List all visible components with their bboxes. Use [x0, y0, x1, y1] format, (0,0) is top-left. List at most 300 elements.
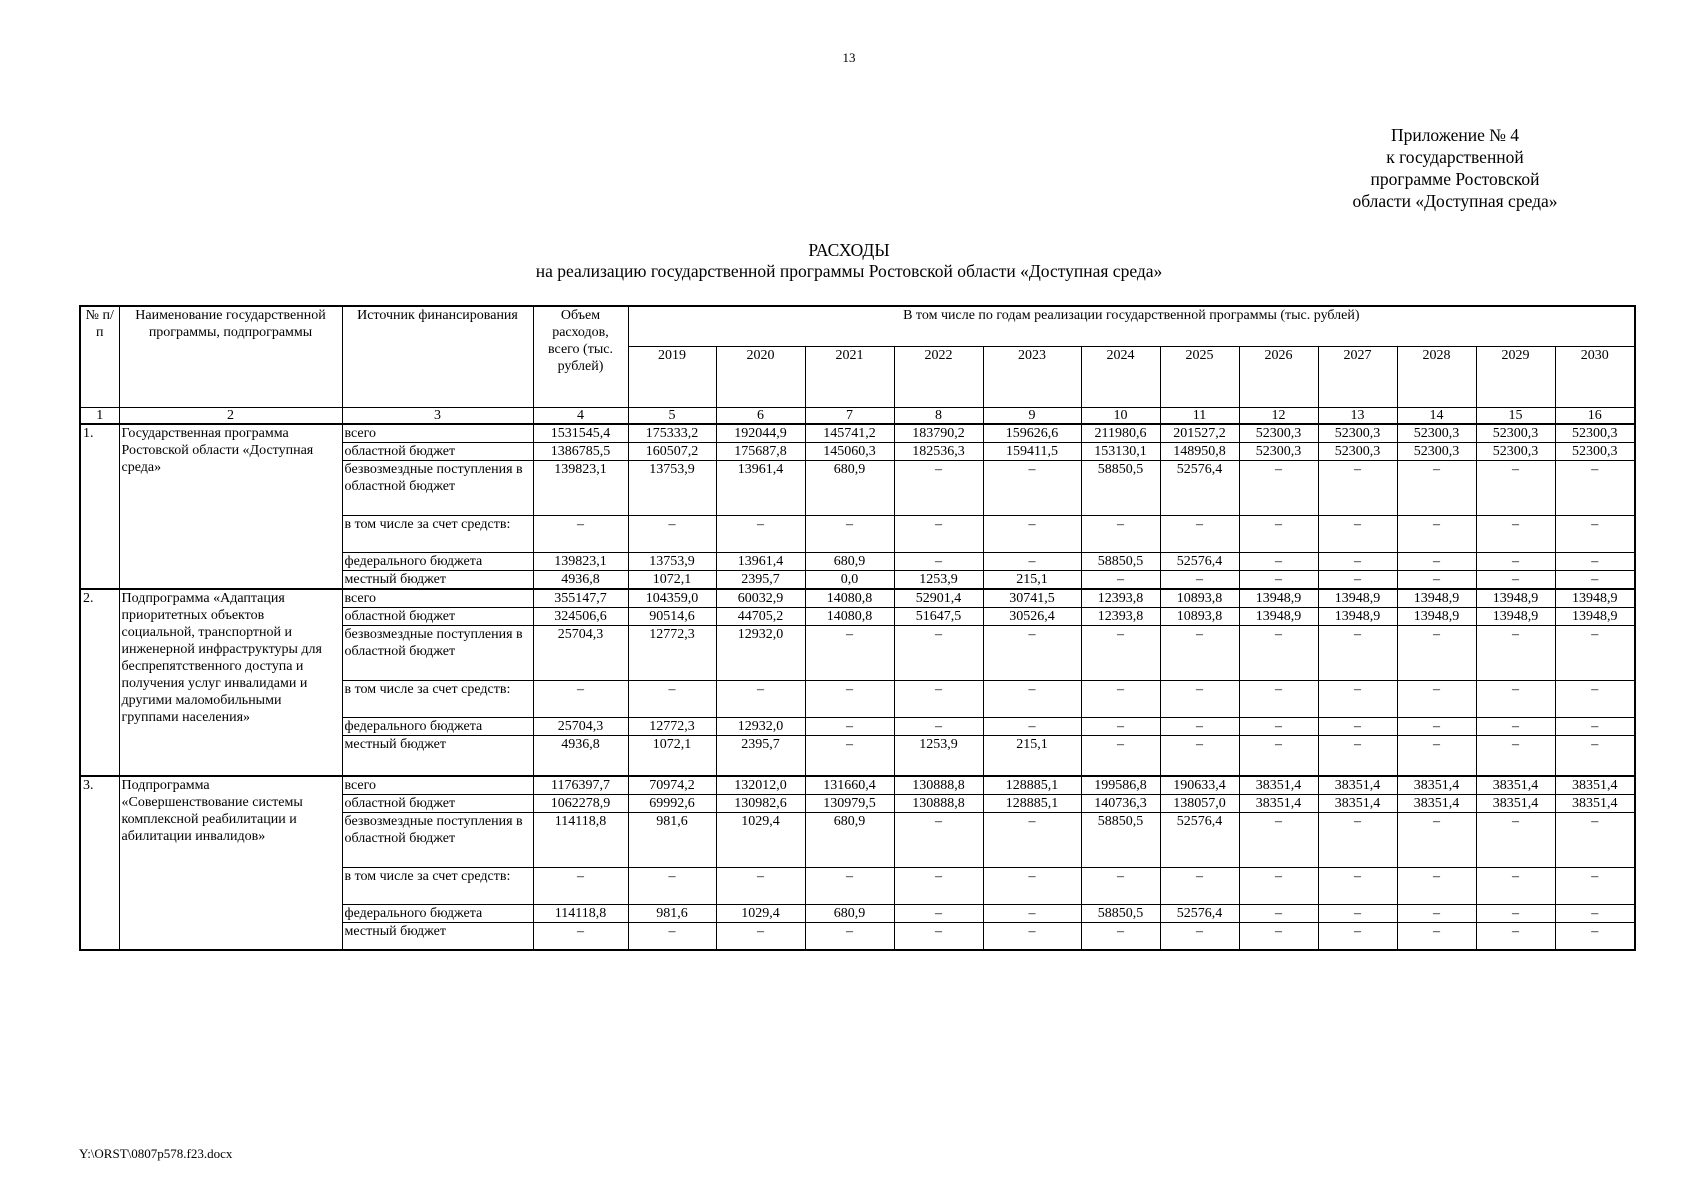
total-amount-cell: 1062278,9 — [533, 794, 628, 812]
year-amount-cell: 14080,8 — [805, 608, 894, 626]
year-amount-cell: 981,6 — [628, 904, 716, 922]
year-amount-cell: – — [1239, 904, 1318, 922]
year-amount-cell: – — [1318, 922, 1397, 950]
year-amount-cell: – — [894, 515, 983, 552]
year-amount-cell: 13948,9 — [1476, 589, 1555, 608]
year-amount-cell: 680,9 — [805, 904, 894, 922]
total-amount-cell: 355147,7 — [533, 589, 628, 608]
year-amount-cell: 130888,8 — [894, 776, 983, 795]
year-amount-cell: 52300,3 — [1397, 424, 1476, 443]
year-amount-cell: – — [628, 515, 716, 552]
year-amount-cell: 38351,4 — [1476, 794, 1555, 812]
year-amount-cell: 680,9 — [805, 460, 894, 515]
year-amount-cell: – — [1397, 515, 1476, 552]
year-amount-cell: – — [1318, 718, 1397, 736]
year-amount-cell: – — [1239, 812, 1318, 867]
year-amount-cell: 13753,9 — [628, 552, 716, 570]
year-amount-cell: 58850,5 — [1081, 552, 1160, 570]
year-amount-cell: – — [1555, 718, 1635, 736]
year-amount-cell: – — [805, 867, 894, 904]
year-amount-cell: – — [1239, 570, 1318, 589]
year-amount-cell: – — [1160, 718, 1239, 736]
year-amount-cell: – — [716, 922, 805, 950]
header-year: 2024 — [1081, 346, 1160, 407]
program-name: Подпрограмма «Адаптация приоритетных объектов социальной, транспортной и инженерной инфраструктуры для беспрепятственного доступа и получения услуг инвалидами и другими маломобильными группами населения» — [119, 589, 342, 776]
program-group — [80, 589, 1635, 776]
year-amount-cell: 2395,7 — [716, 736, 805, 776]
year-amount-cell: 52300,3 — [1476, 442, 1555, 460]
appendix-line: области «Доступная среда» — [1352, 191, 1558, 211]
funding-source: безвозмездные поступления в областной бюджет — [342, 626, 533, 681]
table-row — [80, 424, 1635, 443]
column-index-cell: 11 — [1160, 407, 1239, 424]
funding-source: в том числе за счет средств: — [342, 681, 533, 718]
header-year: 2022 — [894, 346, 983, 407]
expenses-table — [79, 305, 1636, 951]
year-amount-cell: – — [1476, 681, 1555, 718]
funding-source: всего — [342, 424, 533, 443]
year-amount-cell: 131660,4 — [805, 776, 894, 795]
header-num: № п/п — [80, 306, 119, 407]
header-year: 2028 — [1397, 346, 1476, 407]
year-amount-cell: – — [1476, 736, 1555, 776]
header-source: Источник финансирования — [342, 306, 533, 407]
year-amount-cell: – — [1160, 867, 1239, 904]
year-amount-cell: 183790,2 — [894, 424, 983, 443]
program-group — [80, 424, 1635, 590]
year-amount-cell: 12772,3 — [628, 718, 716, 736]
year-amount-cell: – — [805, 736, 894, 776]
column-index-cell: 12 — [1239, 407, 1318, 424]
year-amount-cell: 130982,6 — [716, 794, 805, 812]
year-amount-cell: 52576,4 — [1160, 552, 1239, 570]
year-amount-cell: – — [1318, 736, 1397, 776]
total-amount-cell: 4936,8 — [533, 736, 628, 776]
appendix-block — [1320, 124, 1590, 212]
funding-source: всего — [342, 589, 533, 608]
year-amount-cell: – — [1160, 515, 1239, 552]
total-amount-cell: 1386785,5 — [533, 442, 628, 460]
year-amount-cell: 38351,4 — [1239, 776, 1318, 795]
year-amount-cell: – — [983, 922, 1081, 950]
year-amount-cell: – — [894, 552, 983, 570]
total-amount-cell: 324506,6 — [533, 608, 628, 626]
year-amount-cell: 138057,0 — [1160, 794, 1239, 812]
table-row — [80, 776, 1635, 795]
year-amount-cell: 1253,9 — [894, 570, 983, 589]
year-amount-cell: 153130,1 — [1081, 442, 1160, 460]
total-amount-cell: 114118,8 — [533, 904, 628, 922]
year-amount-cell: 145741,2 — [805, 424, 894, 443]
year-amount-cell: – — [983, 626, 1081, 681]
year-amount-cell: – — [1555, 681, 1635, 718]
appendix-line: к государственной — [1386, 147, 1524, 167]
year-amount-cell: – — [1555, 515, 1635, 552]
year-amount-cell: 13948,9 — [1318, 589, 1397, 608]
year-amount-cell: 201527,2 — [1160, 424, 1239, 443]
year-amount-cell: – — [1397, 867, 1476, 904]
year-amount-cell: – — [1476, 904, 1555, 922]
year-amount-cell: 12772,3 — [628, 626, 716, 681]
year-amount-cell: 38351,4 — [1555, 776, 1635, 795]
year-amount-cell: 13948,9 — [1397, 589, 1476, 608]
header-years-group: В том числе по годам реализации государственной программы (тыс. рублей) — [628, 306, 1635, 346]
program-name: Подпрограмма «Совершенствование системы комплексной реабилитации и абилитации инвалидов» — [119, 776, 342, 951]
year-amount-cell: – — [894, 867, 983, 904]
year-amount-cell: 58850,5 — [1081, 460, 1160, 515]
column-index-cell: 1 — [80, 407, 119, 424]
year-amount-cell: – — [1239, 552, 1318, 570]
year-amount-cell: 140736,3 — [1081, 794, 1160, 812]
year-amount-cell: – — [1318, 626, 1397, 681]
year-amount-cell: 159626,6 — [983, 424, 1081, 443]
year-amount-cell: 148950,8 — [1160, 442, 1239, 460]
year-amount-cell: 13961,4 — [716, 552, 805, 570]
year-amount-cell: 58850,5 — [1081, 904, 1160, 922]
year-amount-cell: – — [1239, 515, 1318, 552]
year-amount-cell: – — [805, 515, 894, 552]
year-amount-cell: 13948,9 — [1476, 608, 1555, 626]
year-amount-cell: 680,9 — [805, 552, 894, 570]
year-amount-cell: – — [1555, 552, 1635, 570]
column-index-cell: 6 — [716, 407, 805, 424]
year-amount-cell: 13948,9 — [1318, 608, 1397, 626]
year-amount-cell: – — [1397, 552, 1476, 570]
year-amount-cell: 130888,8 — [894, 794, 983, 812]
year-amount-cell: – — [1081, 736, 1160, 776]
total-amount-cell: – — [533, 867, 628, 904]
funding-source: в том числе за счет средств: — [342, 515, 533, 552]
year-amount-cell: 38351,4 — [1555, 794, 1635, 812]
year-amount-cell: – — [716, 681, 805, 718]
year-amount-cell: – — [1318, 867, 1397, 904]
year-amount-cell: 44705,2 — [716, 608, 805, 626]
column-index-cell: 16 — [1555, 407, 1635, 424]
column-index-cell: 14 — [1397, 407, 1476, 424]
year-amount-cell: – — [1555, 570, 1635, 589]
year-amount-cell: – — [716, 515, 805, 552]
year-amount-cell: 13948,9 — [1239, 589, 1318, 608]
year-amount-cell: 175333,2 — [628, 424, 716, 443]
page-number: 13 — [842, 50, 856, 65]
column-index-cell: 9 — [983, 407, 1081, 424]
year-amount-cell: 145060,3 — [805, 442, 894, 460]
header-year: 2021 — [805, 346, 894, 407]
year-amount-cell: 52901,4 — [894, 589, 983, 608]
year-amount-cell: 2395,7 — [716, 570, 805, 589]
year-amount-cell: 199586,8 — [1081, 776, 1160, 795]
year-amount-cell: 52300,3 — [1555, 424, 1635, 443]
year-amount-cell: – — [1160, 626, 1239, 681]
document-subtitle: на реализацию государственной программы Ростовской области «Доступная среда» — [535, 261, 1163, 281]
year-amount-cell: 52576,4 — [1160, 812, 1239, 867]
year-amount-cell: – — [1397, 570, 1476, 589]
year-amount-cell: 128885,1 — [983, 794, 1081, 812]
funding-source: областной бюджет — [342, 442, 533, 460]
year-amount-cell: – — [1239, 867, 1318, 904]
year-amount-cell: – — [1476, 515, 1555, 552]
year-amount-cell: – — [894, 904, 983, 922]
column-index-cell: 13 — [1318, 407, 1397, 424]
year-amount-cell: – — [1555, 922, 1635, 950]
year-amount-cell: 1072,1 — [628, 570, 716, 589]
year-amount-cell: – — [805, 681, 894, 718]
column-index-cell: 10 — [1081, 407, 1160, 424]
year-amount-cell: 1072,1 — [628, 736, 716, 776]
header-year: 2019 — [628, 346, 716, 407]
year-amount-cell: – — [1239, 736, 1318, 776]
year-amount-cell: – — [1318, 460, 1397, 515]
year-amount-cell: 70974,2 — [628, 776, 716, 795]
year-amount-cell: – — [1239, 460, 1318, 515]
year-amount-cell: 38351,4 — [1318, 794, 1397, 812]
year-amount-cell: 1029,4 — [716, 812, 805, 867]
year-amount-cell: – — [1397, 681, 1476, 718]
funding-source: местный бюджет — [342, 736, 533, 776]
year-amount-cell: 60032,9 — [716, 589, 805, 608]
year-amount-cell: – — [628, 922, 716, 950]
year-amount-cell: – — [1397, 460, 1476, 515]
total-amount-cell: 1531545,4 — [533, 424, 628, 443]
funding-source: безвозмездные поступления в областной бюджет — [342, 460, 533, 515]
year-amount-cell: 58850,5 — [1081, 812, 1160, 867]
year-amount-cell: 132012,0 — [716, 776, 805, 795]
year-amount-cell: – — [716, 867, 805, 904]
year-amount-cell: – — [1318, 681, 1397, 718]
total-amount-cell: – — [533, 922, 628, 950]
year-amount-cell: 14080,8 — [805, 589, 894, 608]
year-amount-cell: – — [1476, 812, 1555, 867]
funding-source: федерального бюджета — [342, 552, 533, 570]
year-amount-cell: 104359,0 — [628, 589, 716, 608]
year-amount-cell: – — [1397, 922, 1476, 950]
file-path-footer: Y:\ORST\0807p578.f23.docx — [79, 1146, 233, 1161]
year-amount-cell: – — [894, 718, 983, 736]
funding-source: безвозмездные поступления в областной бюджет — [342, 812, 533, 867]
column-index-cell: 3 — [342, 407, 533, 424]
year-amount-cell: 12932,0 — [716, 626, 805, 681]
year-amount-cell: 13753,9 — [628, 460, 716, 515]
year-amount-cell: – — [983, 867, 1081, 904]
total-amount-cell: 25704,3 — [533, 718, 628, 736]
funding-source: местный бюджет — [342, 922, 533, 950]
appendix-line: программе Ростовской — [1370, 169, 1540, 189]
funding-source: всего — [342, 776, 533, 795]
year-amount-cell: – — [805, 922, 894, 950]
year-amount-cell: – — [1318, 904, 1397, 922]
year-amount-cell: – — [1160, 922, 1239, 950]
total-amount-cell: 1176397,7 — [533, 776, 628, 795]
year-amount-cell: – — [1081, 570, 1160, 589]
year-amount-cell: – — [628, 681, 716, 718]
funding-source: в том числе за счет средств: — [342, 867, 533, 904]
year-amount-cell: – — [1239, 718, 1318, 736]
year-amount-cell: – — [983, 718, 1081, 736]
year-amount-cell: – — [894, 626, 983, 681]
year-amount-cell: 175687,8 — [716, 442, 805, 460]
year-amount-cell: 12393,8 — [1081, 608, 1160, 626]
year-amount-cell: 10893,8 — [1160, 608, 1239, 626]
year-amount-cell: – — [1160, 681, 1239, 718]
header-year: 2029 — [1476, 346, 1555, 407]
year-amount-cell: 51647,5 — [894, 608, 983, 626]
year-amount-cell: – — [1081, 922, 1160, 950]
year-amount-cell: – — [1476, 718, 1555, 736]
year-amount-cell: – — [1081, 626, 1160, 681]
year-amount-cell: 128885,1 — [983, 776, 1081, 795]
program-number: 2. — [80, 589, 119, 776]
year-amount-cell: 1029,4 — [716, 904, 805, 922]
year-amount-cell: 52300,3 — [1555, 442, 1635, 460]
year-amount-cell: 0,0 — [805, 570, 894, 589]
year-amount-cell: – — [1397, 718, 1476, 736]
column-index-cell: 7 — [805, 407, 894, 424]
year-amount-cell: – — [1318, 812, 1397, 867]
year-amount-cell: 38351,4 — [1397, 776, 1476, 795]
year-amount-cell: – — [983, 812, 1081, 867]
total-amount-cell: 139823,1 — [533, 460, 628, 515]
year-amount-cell: – — [1555, 626, 1635, 681]
year-amount-cell: – — [1318, 552, 1397, 570]
year-amount-cell: – — [894, 460, 983, 515]
year-amount-cell: 680,9 — [805, 812, 894, 867]
year-amount-cell: – — [894, 681, 983, 718]
year-amount-cell: 52300,3 — [1397, 442, 1476, 460]
program-group — [80, 776, 1635, 951]
year-amount-cell: 160507,2 — [628, 442, 716, 460]
header-year: 2020 — [716, 346, 805, 407]
year-amount-cell: – — [1476, 922, 1555, 950]
year-amount-cell: 981,6 — [628, 812, 716, 867]
column-index-cell: 15 — [1476, 407, 1555, 424]
year-amount-cell: – — [1555, 904, 1635, 922]
year-amount-cell: – — [983, 552, 1081, 570]
year-amount-cell: – — [1555, 867, 1635, 904]
total-amount-cell: – — [533, 515, 628, 552]
year-amount-cell: – — [1476, 460, 1555, 515]
year-amount-cell: 38351,4 — [1318, 776, 1397, 795]
year-amount-cell: – — [1239, 626, 1318, 681]
column-index-cell: 5 — [628, 407, 716, 424]
year-amount-cell: 52300,3 — [1239, 442, 1318, 460]
header-year: 2023 — [983, 346, 1081, 407]
year-amount-cell: 52300,3 — [1318, 424, 1397, 443]
year-amount-cell: 52576,4 — [1160, 460, 1239, 515]
year-amount-cell: – — [1397, 626, 1476, 681]
year-amount-cell: 52300,3 — [1318, 442, 1397, 460]
header-year: 2027 — [1318, 346, 1397, 407]
year-amount-cell: 182536,3 — [894, 442, 983, 460]
year-amount-cell: 130979,5 — [805, 794, 894, 812]
year-amount-cell: 52300,3 — [1239, 424, 1318, 443]
year-amount-cell: – — [1081, 718, 1160, 736]
year-amount-cell: – — [1239, 922, 1318, 950]
header-year: 2026 — [1239, 346, 1318, 407]
year-amount-cell: 69992,6 — [628, 794, 716, 812]
year-amount-cell: – — [1397, 812, 1476, 867]
year-amount-cell: – — [1397, 904, 1476, 922]
total-amount-cell: 114118,8 — [533, 812, 628, 867]
total-amount-cell: – — [533, 681, 628, 718]
year-amount-cell: – — [1318, 570, 1397, 589]
year-amount-cell: – — [1555, 812, 1635, 867]
year-amount-cell: – — [1160, 570, 1239, 589]
year-amount-cell: 12393,8 — [1081, 589, 1160, 608]
funding-source: федерального бюджета — [342, 904, 533, 922]
column-index-cell: 4 — [533, 407, 628, 424]
year-amount-cell: 190633,4 — [1160, 776, 1239, 795]
total-amount-cell: 4936,8 — [533, 570, 628, 589]
program-name: Государственная программа Ростовской области «Доступная среда» — [119, 424, 342, 590]
year-amount-cell: 90514,6 — [628, 608, 716, 626]
year-amount-cell: – — [1555, 460, 1635, 515]
year-amount-cell: 215,1 — [983, 736, 1081, 776]
year-amount-cell: – — [1476, 570, 1555, 589]
year-amount-cell: – — [1081, 681, 1160, 718]
year-amount-cell: – — [805, 626, 894, 681]
year-amount-cell: – — [894, 812, 983, 867]
year-amount-cell: – — [983, 904, 1081, 922]
year-amount-cell: 159411,5 — [983, 442, 1081, 460]
year-amount-cell: 13948,9 — [1555, 608, 1635, 626]
funding-source: федерального бюджета — [342, 718, 533, 736]
year-amount-cell: 13948,9 — [1239, 608, 1318, 626]
year-amount-cell: – — [1397, 736, 1476, 776]
program-number: 1. — [80, 424, 119, 590]
year-amount-cell: 30526,4 — [983, 608, 1081, 626]
year-amount-cell: – — [1239, 681, 1318, 718]
document-title: РАСХОДЫ — [808, 240, 890, 260]
year-amount-cell: 211980,6 — [1081, 424, 1160, 443]
year-amount-cell: 12932,0 — [716, 718, 805, 736]
year-amount-cell: – — [1160, 736, 1239, 776]
year-amount-cell: 215,1 — [983, 570, 1081, 589]
header-total: Объем расходов, всего (тыс. рублей) — [533, 306, 628, 407]
year-amount-cell: – — [628, 867, 716, 904]
year-amount-cell: 30741,5 — [983, 589, 1081, 608]
year-amount-cell: – — [983, 460, 1081, 515]
year-amount-cell: – — [805, 718, 894, 736]
column-index-cell: 8 — [894, 407, 983, 424]
appendix-line: Приложение № 4 — [1390, 125, 1520, 145]
year-amount-cell: – — [1081, 515, 1160, 552]
total-amount-cell: 25704,3 — [533, 626, 628, 681]
year-amount-cell: – — [983, 681, 1081, 718]
header-name: Наименование государственной программы, подпрограммы — [119, 306, 342, 407]
year-amount-cell: 38351,4 — [1476, 776, 1555, 795]
year-amount-cell: 52300,3 — [1476, 424, 1555, 443]
year-amount-cell: – — [1318, 515, 1397, 552]
year-amount-cell: 192044,9 — [716, 424, 805, 443]
year-amount-cell: 10893,8 — [1160, 589, 1239, 608]
funding-source: областной бюджет — [342, 794, 533, 812]
funding-source: областной бюджет — [342, 608, 533, 626]
year-amount-cell: 13948,9 — [1555, 589, 1635, 608]
year-amount-cell: 13961,4 — [716, 460, 805, 515]
year-amount-cell: 13948,9 — [1397, 608, 1476, 626]
program-number: 3. — [80, 776, 119, 951]
year-amount-cell: – — [1476, 867, 1555, 904]
year-amount-cell: – — [1476, 626, 1555, 681]
funding-source: местный бюджет — [342, 570, 533, 589]
year-amount-cell: – — [1555, 736, 1635, 776]
year-amount-cell: 52576,4 — [1160, 904, 1239, 922]
header-year: 2025 — [1160, 346, 1239, 407]
table-row — [80, 589, 1635, 608]
year-amount-cell: – — [983, 515, 1081, 552]
header-year: 2030 — [1555, 346, 1635, 407]
year-amount-cell: 38351,4 — [1397, 794, 1476, 812]
